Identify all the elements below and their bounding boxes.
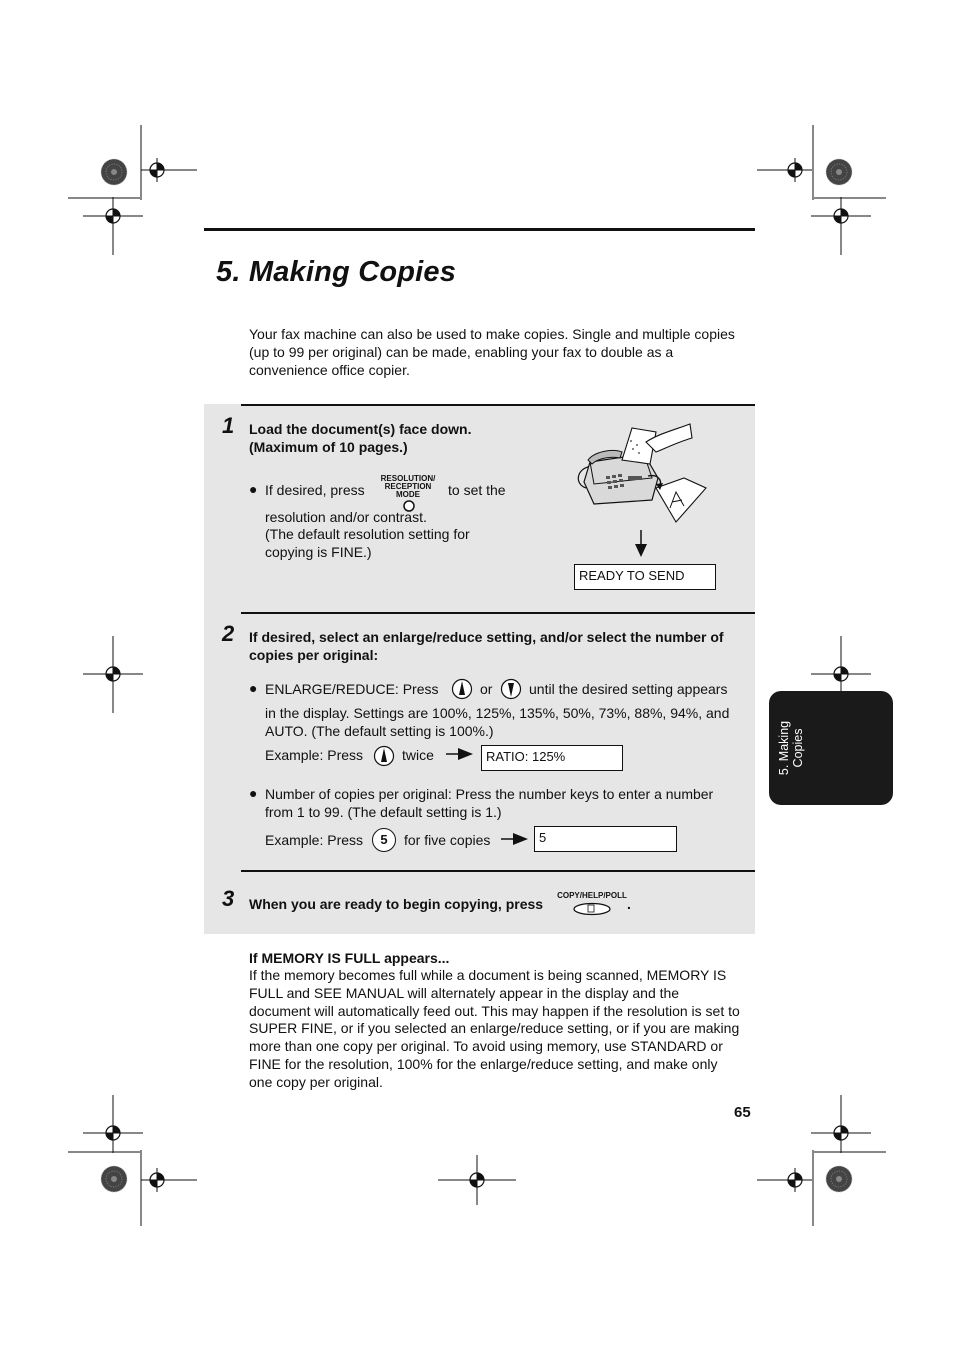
step-3-rule — [241, 870, 755, 872]
resolution-key-label-line1: RESOLUTION/ — [380, 474, 436, 483]
display-ratio: RATIO: 125% — [481, 745, 623, 771]
arrow-down-icon — [632, 530, 650, 558]
step-2-example1-prefix: Example: Press — [265, 747, 364, 763]
down-arrow-key-icon — [500, 678, 522, 700]
step-2-bullet1-or: or — [480, 681, 493, 697]
step-2-example1-suffix: twice — [402, 747, 434, 763]
arrow-right-icon — [446, 747, 474, 761]
chapter-title: 5. Making Copies — [216, 256, 457, 288]
step-3-heading-end: . — [627, 896, 631, 912]
resolution-key-label-line2: RECEPTION MODE — [384, 482, 432, 499]
step-1-bullet-suffix: to set the — [448, 482, 506, 498]
display-copies: 5 — [534, 826, 677, 852]
step-1-heading-line1: Load the document(s) face down. — [249, 421, 472, 437]
step-2-bullet2: Number of copies per original: Press the number keys to enter a number from 1 to 99. (The default setting is 1.) — [265, 786, 714, 820]
step-2-example2-suffix: for five copies — [404, 832, 491, 848]
step-1-bullet-line4: copying is FINE.) — [265, 544, 372, 560]
step-2-bullet1-prefix: ENLARGE/REDUCE: Press — [265, 681, 439, 697]
memory-note-body: If the memory becomes full while a document is being scanned, MEMORY IS FULL and SEE MANUAL will alternately appear in the display and the document will automatically feed out. This may happen if the resolution is set to SUPER FINE, or if you selected an enlarge/reduce setting, or if you are making more than one copy per original. To avoid using memory, use STANDARD or FINE for the resolution, 100% for the enlarge/reduce setting, and make only one copy per original. — [249, 967, 740, 1090]
copy-key-icon — [557, 900, 627, 916]
step-3-number: 3 — [222, 886, 235, 911]
side-tab-label: 5. Making Copies — [777, 720, 805, 776]
number-5-key: 5 — [372, 828, 396, 852]
step-2-example2-prefix: Example: Press — [265, 832, 364, 848]
copy-key-label: COPY/HELP/POLL — [557, 891, 627, 900]
arrow-right-icon — [501, 832, 529, 846]
bullet-marker: ● — [249, 481, 258, 497]
step-2-rule — [241, 612, 755, 614]
bullet-marker: ● — [249, 680, 258, 696]
header-rule — [204, 228, 755, 231]
up-arrow-key-icon — [451, 678, 473, 700]
up-arrow-key-icon — [373, 745, 395, 767]
step-2-number: 2 — [222, 621, 235, 646]
step-3-heading: When you are ready to begin copying, press — [249, 896, 544, 912]
memory-note-heading: If MEMORY IS FULL appears... — [249, 950, 450, 966]
chapter-intro: Your fax machine can also be used to make copies. Single and multiple copies (up to 99 per original) can be made, enabling your fax to double as a convenience office copier. — [249, 326, 735, 378]
step-1-rule — [241, 404, 755, 406]
display-ready-to-send: READY TO SEND — [574, 564, 716, 590]
fax-machine-illustration — [572, 418, 712, 528]
chapter-side-tab — [769, 691, 893, 805]
step-1-number: 1 — [222, 413, 235, 438]
step-2-bullet1-suffix: until the desired setting appears — [529, 681, 728, 697]
bullet-marker: ● — [249, 785, 258, 801]
step-1-heading-line2: (Maximum of 10 pages.) — [249, 439, 408, 455]
step-2-heading: If desired, select an enlarge/reduce setting, and/or select the number of copies per original: — [249, 629, 724, 663]
step-2-bullet1-continuation: in the display. Settings are 100%, 125%, 135%, 50%, 73%, 88%, 94%, and AUTO. (The default setting is 100%.) — [265, 705, 730, 739]
page-number: 65 — [734, 1104, 751, 1121]
step-1-bullet-line2: resolution and/or contrast. — [265, 509, 427, 525]
step-1-bullet-prefix: If desired, press — [265, 482, 365, 498]
copy-help-poll-key — [557, 892, 627, 921]
step-1-bullet-line3: (The default resolution setting for — [265, 526, 470, 542]
